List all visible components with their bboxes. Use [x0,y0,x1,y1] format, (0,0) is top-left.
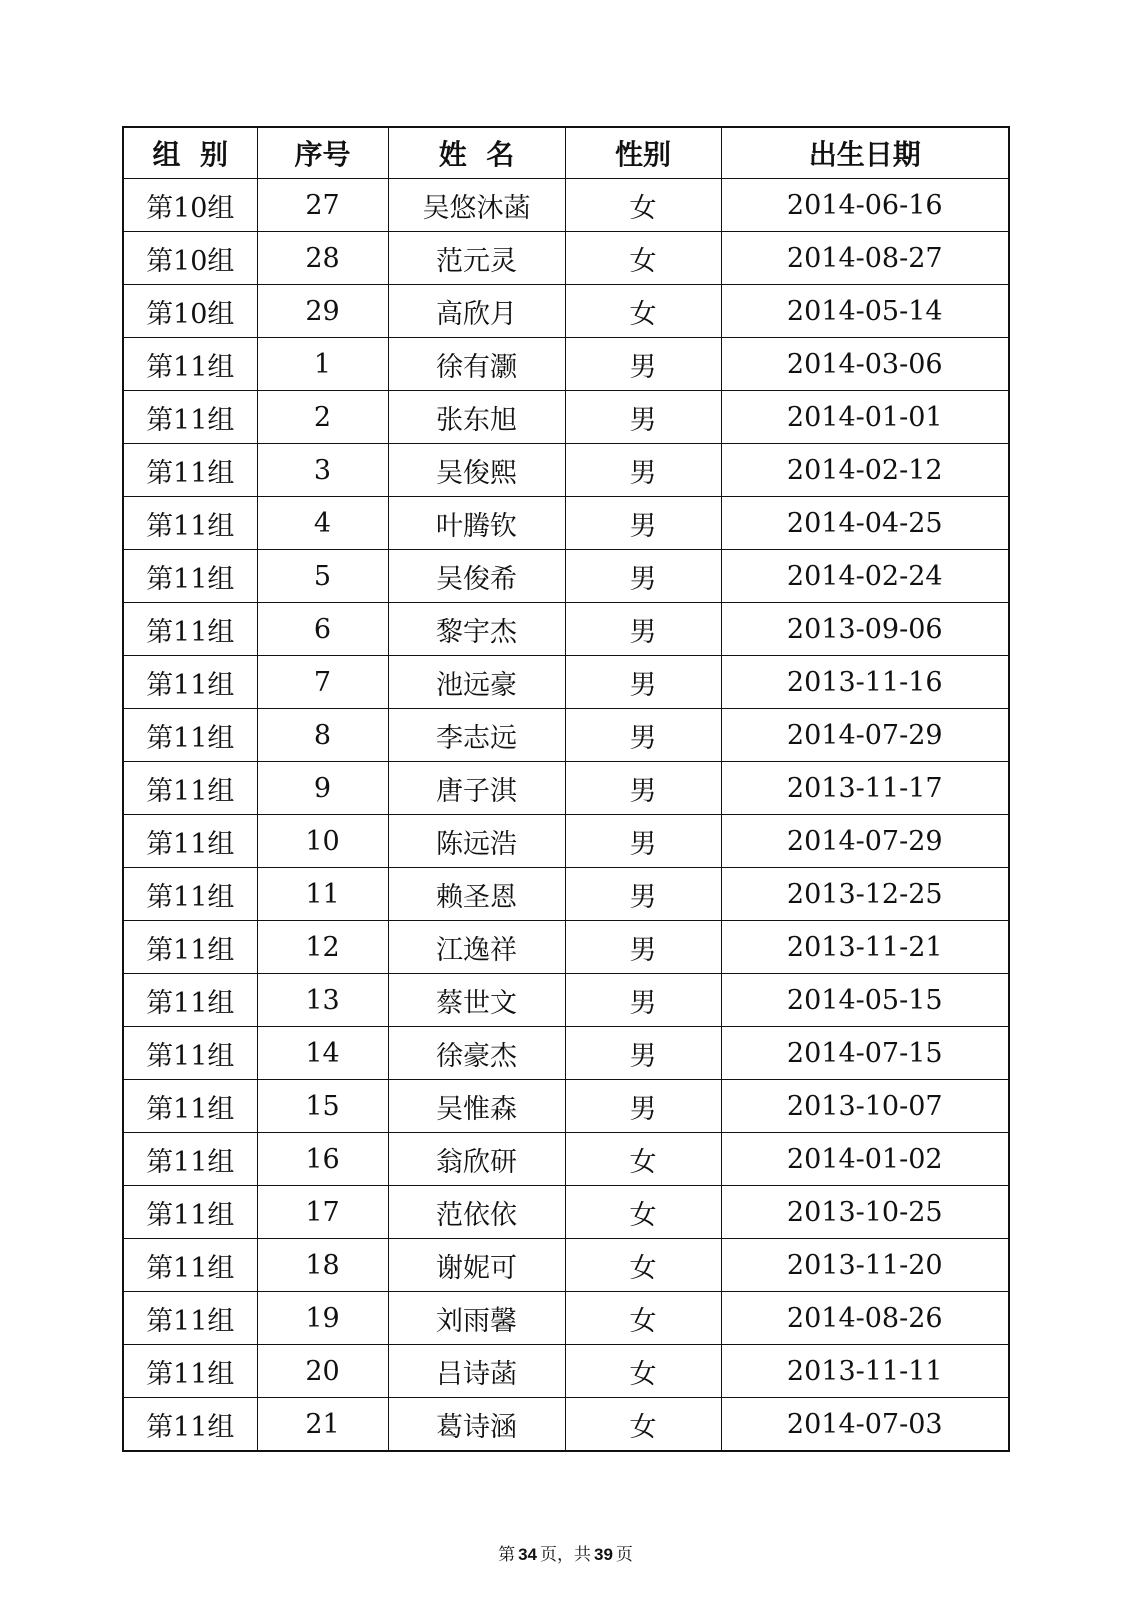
cell-gender: 男 [565,974,721,1027]
cell-name: 李志远 [388,709,565,762]
cell-gender: 男 [565,338,721,391]
cell-gender: 女 [565,1239,721,1292]
cell-name: 吴悠沐菡 [388,179,565,232]
cell-birthdate: 2013-11-20 [721,1239,1009,1292]
cell-group: 第11组 [123,709,257,762]
table-row [123,285,1009,338]
cell-name: 吴俊希 [388,550,565,603]
cell-group: 第10组 [123,232,257,285]
cell-gender: 男 [565,1027,721,1080]
cell-gender: 女 [565,1186,721,1239]
cell-name: 池远豪 [388,656,565,709]
cell-seq: 21 [257,1398,388,1452]
cell-group: 第10组 [123,285,257,338]
cell-birthdate: 2014-07-29 [721,815,1009,868]
cell-group: 第11组 [123,550,257,603]
cell-birthdate: 2014-05-14 [721,285,1009,338]
cell-seq: 20 [257,1345,388,1398]
table-row [123,974,1009,1027]
cell-name: 张东旭 [388,391,565,444]
cell-gender: 女 [565,285,721,338]
cell-group: 第11组 [123,603,257,656]
cell-birthdate: 2014-04-25 [721,497,1009,550]
cell-group: 第11组 [123,656,257,709]
cell-name: 吴惟森 [388,1080,565,1133]
cell-birthdate: 2014-03-06 [721,338,1009,391]
cell-birthdate: 2014-01-01 [721,391,1009,444]
cell-birthdate: 2014-08-26 [721,1292,1009,1345]
table-row [123,1133,1009,1186]
cell-group: 第11组 [123,868,257,921]
table-row [123,762,1009,815]
header-row [123,127,1009,179]
cell-gender: 男 [565,444,721,497]
cell-seq: 27 [257,179,388,232]
cell-name: 葛诗涵 [388,1398,565,1452]
cell-group: 第11组 [123,338,257,391]
header-name: 姓 名 [388,127,565,179]
cell-birthdate: 2014-07-15 [721,1027,1009,1080]
table-row [123,1080,1009,1133]
table-row [123,179,1009,232]
cell-group: 第11组 [123,762,257,815]
cell-group: 第11组 [123,497,257,550]
cell-gender: 女 [565,1345,721,1398]
table-row [123,1027,1009,1080]
table-row [123,1186,1009,1239]
table-row [123,1398,1009,1452]
footer-suffix: 页 [615,1545,633,1565]
cell-gender: 男 [565,1080,721,1133]
table-row [123,815,1009,868]
cell-group: 第11组 [123,1345,257,1398]
cell-seq: 5 [257,550,388,603]
cell-gender: 男 [565,921,721,974]
cell-birthdate: 2014-05-15 [721,974,1009,1027]
cell-seq: 15 [257,1080,388,1133]
cell-gender: 男 [565,497,721,550]
cell-group: 第11组 [123,974,257,1027]
cell-name: 徐豪杰 [388,1027,565,1080]
cell-group: 第11组 [123,1239,257,1292]
cell-name: 叶腾钦 [388,497,565,550]
cell-name: 江逸祥 [388,921,565,974]
cell-seq: 29 [257,285,388,338]
cell-seq: 13 [257,974,388,1027]
cell-birthdate: 2014-02-12 [721,444,1009,497]
cell-name: 翁欣研 [388,1133,565,1186]
cell-seq: 9 [257,762,388,815]
footer-prefix: 第 [498,1545,516,1565]
cell-seq: 3 [257,444,388,497]
cell-seq: 18 [257,1239,388,1292]
table-row [123,391,1009,444]
cell-birthdate: 2013-10-07 [721,1080,1009,1133]
cell-birthdate: 2013-09-06 [721,603,1009,656]
header-seq: 序号 [257,127,388,179]
cell-birthdate: 2013-12-25 [721,868,1009,921]
cell-birthdate: 2014-08-27 [721,232,1009,285]
table-body [123,179,1009,1452]
cell-gender: 男 [565,550,721,603]
cell-group: 第11组 [123,1292,257,1345]
cell-group: 第11组 [123,1398,257,1452]
cell-gender: 男 [565,762,721,815]
cell-seq: 7 [257,656,388,709]
cell-gender: 男 [565,815,721,868]
cell-name: 刘雨馨 [388,1292,565,1345]
cell-seq: 17 [257,1186,388,1239]
table-row [123,338,1009,391]
cell-seq: 1 [257,338,388,391]
cell-birthdate: 2013-11-16 [721,656,1009,709]
cell-gender: 女 [565,1398,721,1452]
cell-birthdate: 2014-01-02 [721,1133,1009,1186]
cell-seq: 10 [257,815,388,868]
cell-name: 吕诗菡 [388,1345,565,1398]
cell-birthdate: 2013-11-17 [721,762,1009,815]
table-row [123,603,1009,656]
cell-name: 蔡世文 [388,974,565,1027]
current-page-number: 34 [518,1545,537,1564]
cell-gender: 男 [565,603,721,656]
header-group: 组 别 [123,127,257,179]
cell-seq: 4 [257,497,388,550]
cell-name: 吴俊熙 [388,444,565,497]
cell-seq: 2 [257,391,388,444]
cell-seq: 19 [257,1292,388,1345]
cell-name: 赖圣恩 [388,868,565,921]
cell-name: 陈远浩 [388,815,565,868]
table-row [123,709,1009,762]
cell-birthdate: 2014-02-24 [721,550,1009,603]
footer-middle: 页，共 [540,1545,591,1565]
cell-birthdate: 2013-10-25 [721,1186,1009,1239]
table-row [123,550,1009,603]
cell-seq: 6 [257,603,388,656]
cell-birthdate: 2014-07-03 [721,1398,1009,1452]
table-row [123,868,1009,921]
cell-group: 第11组 [123,1133,257,1186]
table-row [123,497,1009,550]
cell-seq: 12 [257,921,388,974]
page-footer [0,1540,1131,1565]
cell-birthdate: 2013-11-11 [721,1345,1009,1398]
cell-gender: 女 [565,1133,721,1186]
cell-group: 第11组 [123,444,257,497]
cell-birthdate: 2013-11-21 [721,921,1009,974]
cell-seq: 16 [257,1133,388,1186]
cell-birthdate: 2014-07-29 [721,709,1009,762]
table-row [123,1345,1009,1398]
cell-name: 高欣月 [388,285,565,338]
cell-name: 黎宇杰 [388,603,565,656]
total-pages-number: 39 [594,1545,613,1564]
cell-gender: 男 [565,391,721,444]
cell-name: 范元灵 [388,232,565,285]
cell-group: 第11组 [123,921,257,974]
table-row [123,232,1009,285]
cell-seq: 8 [257,709,388,762]
cell-gender: 女 [565,179,721,232]
cell-name: 范依依 [388,1186,565,1239]
table-row [123,444,1009,497]
cell-name: 徐有灏 [388,338,565,391]
cell-group: 第11组 [123,815,257,868]
roster-table [122,126,1010,1452]
table-row [123,1292,1009,1345]
cell-gender: 女 [565,232,721,285]
cell-name: 谢妮可 [388,1239,565,1292]
cell-gender: 男 [565,656,721,709]
cell-seq: 28 [257,232,388,285]
cell-seq: 11 [257,868,388,921]
cell-gender: 男 [565,868,721,921]
table-row [123,1239,1009,1292]
table-header [123,127,1009,179]
cell-birthdate: 2014-06-16 [721,179,1009,232]
cell-name: 唐子淇 [388,762,565,815]
cell-seq: 14 [257,1027,388,1080]
header-birthdate: 出生日期 [721,127,1009,179]
cell-group: 第10组 [123,179,257,232]
cell-gender: 男 [565,709,721,762]
header-gender: 性别 [565,127,721,179]
cell-gender: 女 [565,1292,721,1345]
cell-group: 第11组 [123,1080,257,1133]
table-row [123,921,1009,974]
table-row [123,656,1009,709]
cell-group: 第11组 [123,1186,257,1239]
cell-group: 第11组 [123,391,257,444]
cell-group: 第11组 [123,1027,257,1080]
